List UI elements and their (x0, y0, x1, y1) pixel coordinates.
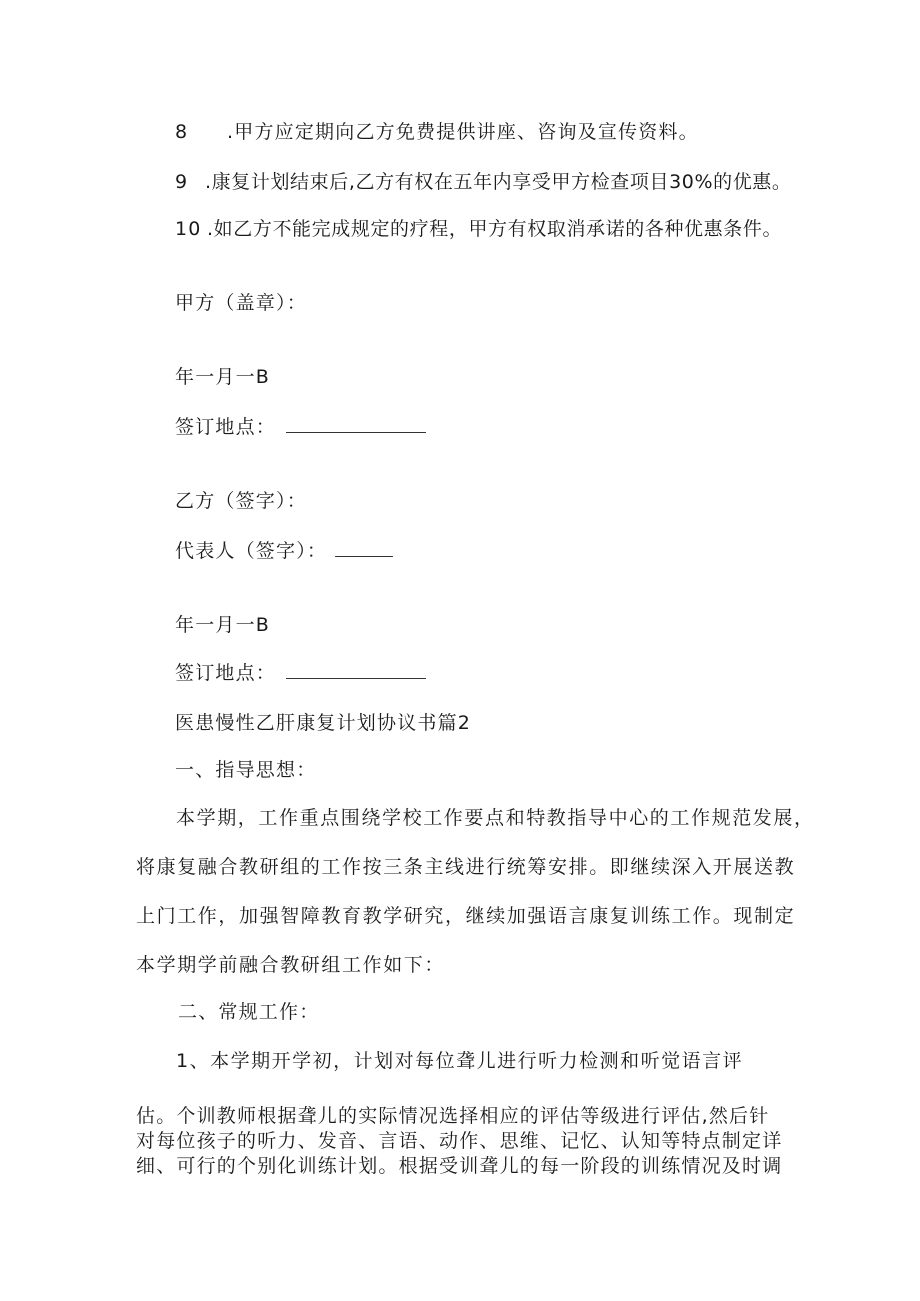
place-blank (286, 662, 426, 679)
party-b-sign: 乙方（签字）： (175, 490, 307, 512)
clause-number: 9 (175, 171, 189, 193)
clause-text: .如乙方不能完成规定的疗程，甲方有权取消承诺的各种优惠条件。 (207, 218, 783, 240)
clause-number: 10 (175, 218, 202, 240)
item-1-line: 估。个训教师根据聋儿的实际情况选择相应的评估等级进行评估,然后针 (136, 1105, 770, 1127)
clause-10 (175, 217, 782, 241)
place-label: 签订地点： (175, 416, 277, 438)
item-1-first-line: 1、本学期开学初，计划对每位聋儿进行听力检测和听觉语言评 (176, 1050, 744, 1072)
paragraph-line: 上门工作，加强智障教育教学研究，继续加强语言康复训练工作。现制定 (136, 905, 796, 927)
paragraph-line: 本学期学前融合教研组工作如下： (136, 954, 446, 976)
paragraph-line: 本学期，工作重点围绕学校工作要点和特教指导中心的工作规范发展， (176, 807, 815, 829)
party-a-seal: 甲方（盖章）： (175, 292, 307, 314)
item-1-line: 细、可行的个别化训练计划。根据受训聋儿的每一阶段的训练情况及时调 (136, 1155, 783, 1177)
item-1-line: 对每位孩子的听力、发音、言语、动作、思维、记忆、认知等特点制定详 (136, 1130, 783, 1152)
place-blank (286, 416, 426, 433)
representative-blank (335, 540, 393, 557)
party-b-representative (175, 539, 393, 563)
clause-text: .康复计划结束后,乙方有权在五年内享受甲方检查项目30%的优惠。 (205, 171, 792, 193)
party-a-place (175, 415, 426, 439)
clause-8 (175, 120, 699, 144)
heading-routine-work: 二、常规工作： (178, 1001, 320, 1023)
representative-label: 代表人（签字）： (175, 540, 328, 562)
paragraph-line: 将康复融合教研组的工作按三条主线进行统筹安排。即继续深入开展送教 (136, 856, 796, 878)
party-a-date: 年一月一B (175, 366, 271, 388)
place-label: 签订地点： (175, 662, 277, 684)
party-b-place (175, 661, 426, 685)
clause-9 (175, 170, 792, 194)
section-title: 医患慢性乙肝康复计划协议书篇2 (175, 712, 472, 734)
heading-guiding-thought: 一、指导思想： (175, 759, 317, 781)
party-b-date: 年一月一B (175, 614, 271, 636)
clause-number: 8 (175, 121, 189, 143)
clause-text: .甲方应定期向乙方免费提供讲座、咨询及宣传资料。 (227, 121, 699, 143)
